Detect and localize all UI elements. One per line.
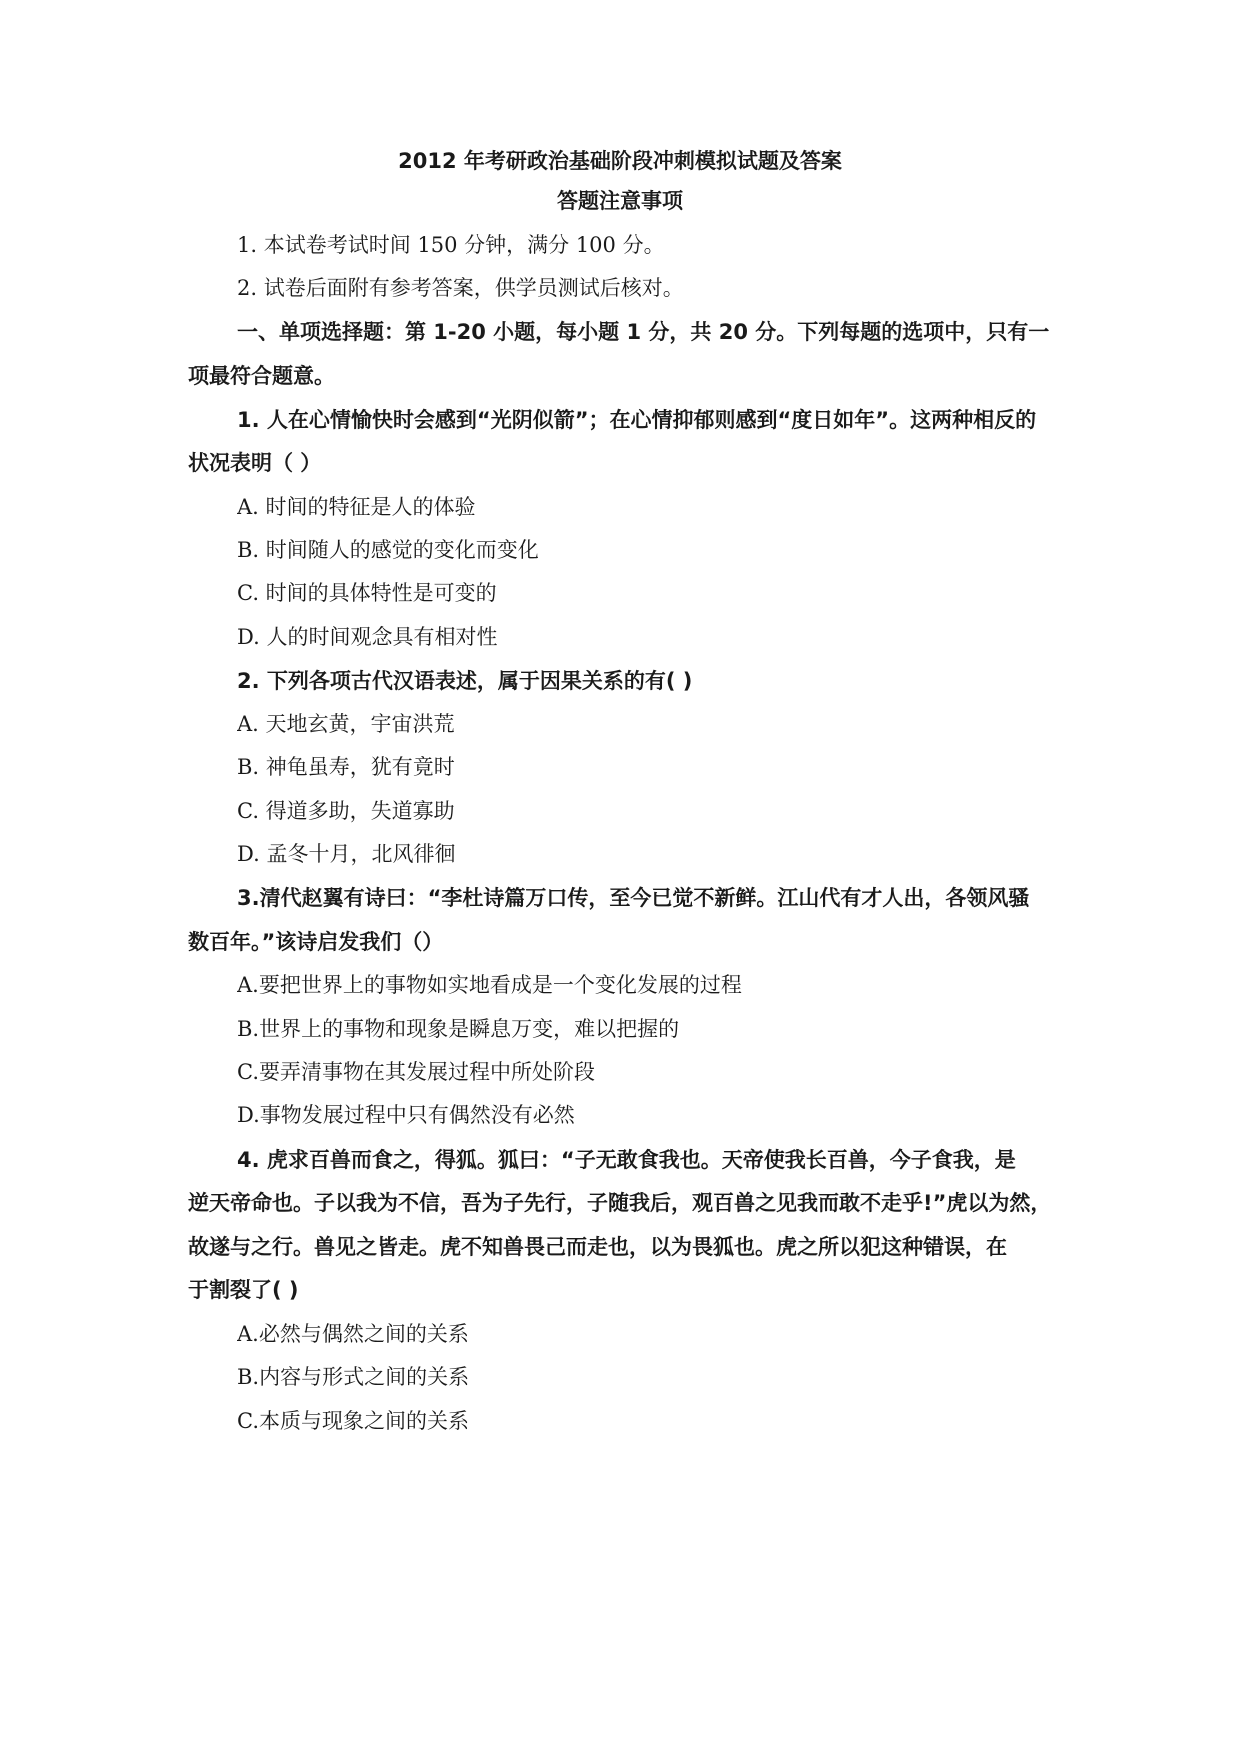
- question-1-option-a: A. 时间的特征是人的体验: [237, 495, 476, 519]
- page-subtitle: 答题注意事项: [557, 189, 683, 213]
- question-2-option-c: C. 得道多助，失道寡助: [237, 799, 455, 823]
- question-2-option-d: D. 孟冬十月，北风徘徊: [237, 842, 456, 866]
- question-3-option-b: B.世界上的事物和现象是瞬息万变，难以把握的: [237, 1017, 680, 1041]
- question-4-line-4: 于割裂了( ): [188, 1278, 299, 1302]
- section-header-line-1: 一、单项选择题：第 1-20 小题，每小题 1 分，共 20 分。下列每题的选项中，只有一: [237, 320, 1050, 344]
- note-1: 1. 本试卷考试时间 150 分钟，满分 100 分。: [237, 233, 665, 257]
- question-1-line-1: 1. 人在心情愉快时会感到“光阴似箭”；在心情抑郁则感到“度日如年”。这两种相反的: [237, 408, 1037, 432]
- question-3-option-a: A.要把世界上的事物如实地看成是一个变化发展的过程: [237, 973, 742, 997]
- question-4-option-a: A.必然与偶然之间的关系: [237, 1322, 469, 1346]
- question-1-option-b: B. 时间随人的感觉的变化而变化: [237, 538, 539, 562]
- question-1-option-d: D. 人的时间观念具有相对性: [237, 625, 498, 649]
- question-2-option-a: A. 天地玄黄，宇宙洪荒: [237, 712, 455, 736]
- question-3-line-2: 数百年。”该诗启发我们（）: [188, 930, 444, 954]
- question-3-option-c: C.要弄清事物在其发展过程中所处阶段: [237, 1060, 595, 1084]
- question-4-line-1: 4. 虎求百兽而食之，得狐。狐曰：“子无敢食我也。天帝使我长百兽，今子食我，是: [237, 1148, 1016, 1172]
- section-header-line-2: 项最符合题意。: [188, 364, 335, 388]
- question-4-option-c: C.本质与现象之间的关系: [237, 1409, 469, 1433]
- page-title: 2012 年考研政治基础阶段冲刺模拟试题及答案: [398, 149, 842, 173]
- question-3-line-1: 3.清代赵翼有诗曰：“李杜诗篇万口传，至今已觉不新鲜。江山代有才人出，各领风骚: [237, 886, 1030, 910]
- question-3-option-d: D.事物发展过程中只有偶然没有必然: [237, 1103, 575, 1127]
- question-4-line-3: 故遂与之行。兽见之皆走。虎不知兽畏己而走也，以为畏狐也。虎之所以犯这种错误，在: [188, 1235, 1007, 1259]
- question-4-option-b: B.内容与形式之间的关系: [237, 1365, 470, 1389]
- question-2-option-b: B. 神龟虽寿，犹有竟时: [237, 755, 455, 779]
- note-2: 2. 试卷后面附有参考答案，供学员测试后核对。: [237, 276, 684, 300]
- question-1-line-2: 状况表明（ ）: [188, 451, 322, 475]
- question-4-line-2: 逆天帝命也。子以我为不信，吾为子先行，子随我后，观百兽之见我而敢不走乎!”虎以为然，: [188, 1191, 1052, 1215]
- question-1-option-c: C. 时间的具体特性是可变的: [237, 581, 497, 605]
- question-2-line-1: 2. 下列各项古代汉语表述，属于因果关系的有( ): [237, 669, 693, 693]
